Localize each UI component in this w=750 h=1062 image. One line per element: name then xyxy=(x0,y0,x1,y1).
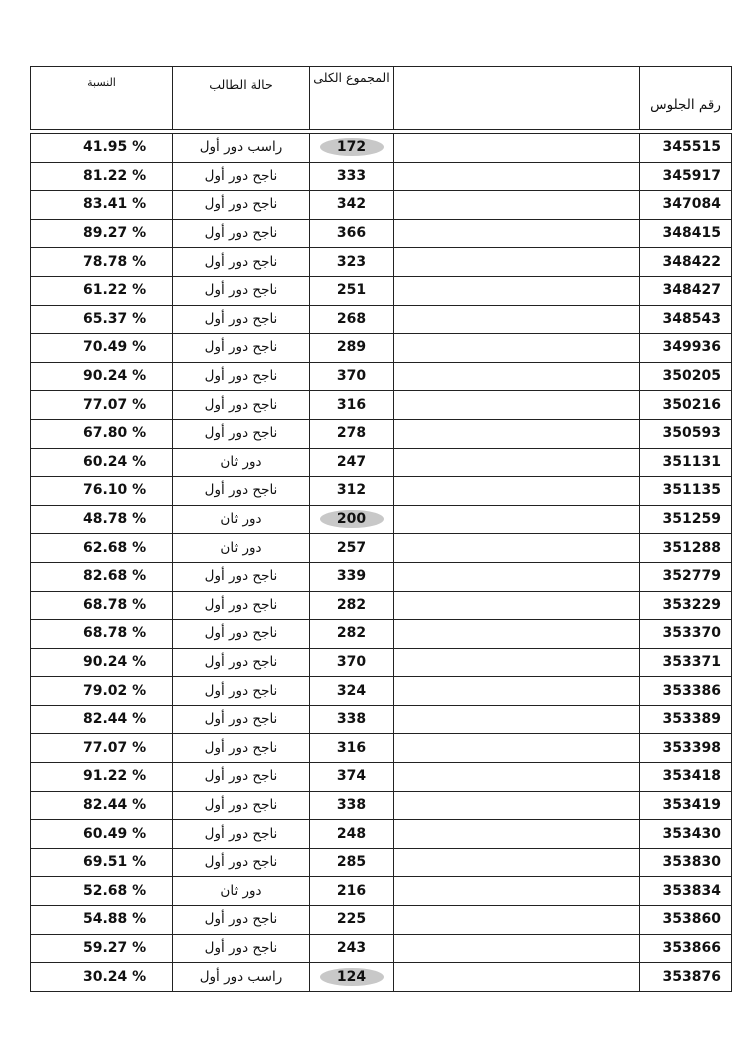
status-cell: راسب دور أول xyxy=(173,963,310,992)
blank-cell xyxy=(394,848,640,877)
total-cell xyxy=(310,391,394,420)
status-cell: ناجح دور أول xyxy=(173,677,310,706)
blank-cell xyxy=(394,591,640,620)
percentage-cell: 76.10 % xyxy=(31,477,173,506)
percentage-cell: 77.07 % xyxy=(31,391,173,420)
table-header-row xyxy=(31,67,732,130)
total-cell xyxy=(310,791,394,820)
status-cell: ناجح دور أول xyxy=(173,820,310,849)
total-value: 289 xyxy=(336,339,367,356)
status-cell: ناجح دور أول xyxy=(173,620,310,649)
blank-cell xyxy=(394,534,640,563)
total-value: 324 xyxy=(336,682,367,699)
status-cell: دور ثان xyxy=(173,534,310,563)
blank-cell xyxy=(394,620,640,649)
total-value: 225 xyxy=(336,911,367,928)
status-cell: ناجح دور أول xyxy=(173,477,310,506)
percentage-cell: 62.68 % xyxy=(31,534,173,563)
table-row xyxy=(31,534,732,563)
table-row xyxy=(31,191,732,220)
total-cell xyxy=(310,248,394,277)
percentage-cell: 90.24 % xyxy=(31,362,173,391)
total-cell xyxy=(310,848,394,877)
percentage-cell: 81.22 % xyxy=(31,162,173,191)
seat-number-cell: 353834 xyxy=(640,877,732,906)
status-cell: ناجح دور أول xyxy=(173,934,310,963)
total-cell xyxy=(310,477,394,506)
seat-number-cell: 353876 xyxy=(640,963,732,992)
seat-number-cell: 353389 xyxy=(640,705,732,734)
table-row xyxy=(31,705,732,734)
status-cell: ناجح دور أول xyxy=(173,763,310,792)
percentage-cell: 69.51 % xyxy=(31,848,173,877)
total-value: 339 xyxy=(336,568,367,585)
seat-number-cell: 349936 xyxy=(640,334,732,363)
status-cell: ناجح دور أول xyxy=(173,734,310,763)
percentage-cell: 82.44 % xyxy=(31,705,173,734)
total-value: 282 xyxy=(336,625,367,642)
total-value: 323 xyxy=(336,253,367,270)
blank-cell xyxy=(394,877,640,906)
blank-cell xyxy=(394,963,640,992)
total-cell xyxy=(310,419,394,448)
seat-number-cell: 352779 xyxy=(640,562,732,591)
total-cell xyxy=(310,276,394,305)
table-row xyxy=(31,877,732,906)
table-row xyxy=(31,276,732,305)
percentage-cell: 83.41 % xyxy=(31,191,173,220)
table-row xyxy=(31,134,732,163)
header-seat-number: رقم الجلوس xyxy=(640,67,732,130)
percentage-cell: 68.78 % xyxy=(31,591,173,620)
percentage-cell: 54.88 % xyxy=(31,906,173,935)
status-cell: ناجح دور أول xyxy=(173,191,310,220)
seat-number-cell: 345515 xyxy=(640,134,732,163)
total-cell xyxy=(310,162,394,191)
table-row xyxy=(31,963,732,992)
seat-number-cell: 351259 xyxy=(640,505,732,534)
status-cell: ناجح دور أول xyxy=(173,648,310,677)
total-cell xyxy=(310,562,394,591)
header-total: المجموع الكلى xyxy=(310,67,394,130)
total-cell xyxy=(310,448,394,477)
percentage-cell: 61.22 % xyxy=(31,276,173,305)
seat-number-cell: 353371 xyxy=(640,648,732,677)
table-row xyxy=(31,763,732,792)
total-value-highlighted: 124 xyxy=(320,968,384,986)
percentage-cell: 78.78 % xyxy=(31,248,173,277)
status-cell: دور ثان xyxy=(173,505,310,534)
seat-number-cell: 353866 xyxy=(640,934,732,963)
table-row xyxy=(31,448,732,477)
blank-cell xyxy=(394,334,640,363)
seat-number-cell: 345917 xyxy=(640,162,732,191)
table-row xyxy=(31,505,732,534)
seat-number-cell: 353398 xyxy=(640,734,732,763)
total-value: 370 xyxy=(336,653,367,670)
seat-number-cell: 351135 xyxy=(640,477,732,506)
blank-cell xyxy=(394,677,640,706)
table-row xyxy=(31,820,732,849)
status-cell: ناجح دور أول xyxy=(173,362,310,391)
total-cell xyxy=(310,620,394,649)
seat-number-cell: 348543 xyxy=(640,305,732,334)
table-row xyxy=(31,934,732,963)
blank-cell xyxy=(394,934,640,963)
blank-cell xyxy=(394,734,640,763)
seat-number-cell: 353830 xyxy=(640,848,732,877)
total-cell xyxy=(310,219,394,248)
seat-number-cell: 348427 xyxy=(640,276,732,305)
seat-number-cell: 353419 xyxy=(640,791,732,820)
total-cell xyxy=(310,191,394,220)
table-row xyxy=(31,848,732,877)
blank-cell xyxy=(394,419,640,448)
table-row xyxy=(31,477,732,506)
table-row xyxy=(31,734,732,763)
total-value: 251 xyxy=(336,282,367,299)
blank-cell xyxy=(394,562,640,591)
table-row xyxy=(31,562,732,591)
total-value: 338 xyxy=(336,711,367,728)
blank-cell xyxy=(394,648,640,677)
blank-cell xyxy=(394,191,640,220)
status-cell: ناجح دور أول xyxy=(173,334,310,363)
table-row xyxy=(31,391,732,420)
table-row xyxy=(31,305,732,334)
blank-cell xyxy=(394,791,640,820)
seat-number-cell: 350216 xyxy=(640,391,732,420)
blank-cell xyxy=(394,305,640,334)
status-cell: ناجح دور أول xyxy=(173,305,310,334)
total-value: 285 xyxy=(336,854,367,871)
status-cell: دور ثان xyxy=(173,877,310,906)
total-value-highlighted: 172 xyxy=(320,138,384,156)
total-value: 268 xyxy=(336,310,367,327)
table-row xyxy=(31,906,732,935)
total-value: 333 xyxy=(336,167,367,184)
table-row xyxy=(31,362,732,391)
blank-cell xyxy=(394,477,640,506)
total-value: 216 xyxy=(336,882,367,899)
status-cell: ناجح دور أول xyxy=(173,705,310,734)
total-value: 243 xyxy=(336,939,367,956)
percentage-cell: 68.78 % xyxy=(31,620,173,649)
table-row xyxy=(31,791,732,820)
total-cell xyxy=(310,705,394,734)
blank-cell xyxy=(394,906,640,935)
status-cell: ناجح دور أول xyxy=(173,906,310,935)
status-cell: ناجح دور أول xyxy=(173,419,310,448)
total-value: 338 xyxy=(336,796,367,813)
table-row xyxy=(31,620,732,649)
total-value: 370 xyxy=(336,368,367,385)
total-cell xyxy=(310,505,394,534)
table-row xyxy=(31,419,732,448)
percentage-cell: 60.24 % xyxy=(31,448,173,477)
status-cell: ناجح دور أول xyxy=(173,591,310,620)
blank-cell xyxy=(394,505,640,534)
percentage-cell: 48.78 % xyxy=(31,505,173,534)
status-cell: ناجح دور أول xyxy=(173,391,310,420)
seat-number-cell: 350205 xyxy=(640,362,732,391)
total-cell xyxy=(310,534,394,563)
table-row xyxy=(31,677,732,706)
seat-number-cell: 353229 xyxy=(640,591,732,620)
total-cell xyxy=(310,763,394,792)
table-row xyxy=(31,219,732,248)
blank-cell xyxy=(394,705,640,734)
blank-cell xyxy=(394,391,640,420)
total-cell xyxy=(310,648,394,677)
status-cell: ناجح دور أول xyxy=(173,276,310,305)
table-body xyxy=(31,134,732,992)
status-cell: ناجح دور أول xyxy=(173,562,310,591)
percentage-cell: 60.49 % xyxy=(31,820,173,849)
percentage-cell: 79.02 % xyxy=(31,677,173,706)
percentage-cell: 30.24 % xyxy=(31,963,173,992)
seat-number-cell: 351131 xyxy=(640,448,732,477)
status-cell: دور ثان xyxy=(173,448,310,477)
total-value-highlighted: 200 xyxy=(320,510,384,528)
header-blank xyxy=(394,67,640,130)
total-cell xyxy=(310,963,394,992)
blank-cell xyxy=(394,362,640,391)
total-cell xyxy=(310,877,394,906)
total-value: 342 xyxy=(336,196,367,213)
percentage-cell: 90.24 % xyxy=(31,648,173,677)
table-row xyxy=(31,334,732,363)
header-status: حالة الطالب xyxy=(173,67,310,130)
table-row xyxy=(31,648,732,677)
percentage-cell: 67.80 % xyxy=(31,419,173,448)
total-cell xyxy=(310,677,394,706)
blank-cell xyxy=(394,219,640,248)
total-cell xyxy=(310,906,394,935)
percentage-cell: 82.68 % xyxy=(31,562,173,591)
table-row xyxy=(31,591,732,620)
total-cell xyxy=(310,734,394,763)
total-cell xyxy=(310,305,394,334)
total-cell xyxy=(310,134,394,163)
percentage-cell: 52.68 % xyxy=(31,877,173,906)
seat-number-cell: 353860 xyxy=(640,906,732,935)
percentage-cell: 91.22 % xyxy=(31,763,173,792)
total-value: 316 xyxy=(336,396,367,413)
percentage-cell: 41.95 % xyxy=(31,134,173,163)
status-cell: ناجح دور أول xyxy=(173,219,310,248)
blank-cell xyxy=(394,134,640,163)
percentage-cell: 59.27 % xyxy=(31,934,173,963)
blank-cell xyxy=(394,820,640,849)
status-cell: ناجح دور أول xyxy=(173,162,310,191)
blank-cell xyxy=(394,276,640,305)
total-value: 316 xyxy=(336,739,367,756)
blank-cell xyxy=(394,248,640,277)
total-cell xyxy=(310,820,394,849)
percentage-cell: 82.44 % xyxy=(31,791,173,820)
header-percentage: النسبة xyxy=(31,67,173,130)
seat-number-cell: 351288 xyxy=(640,534,732,563)
percentage-cell: 89.27 % xyxy=(31,219,173,248)
seat-number-cell: 347084 xyxy=(640,191,732,220)
total-cell xyxy=(310,362,394,391)
percentage-cell: 77.07 % xyxy=(31,734,173,763)
seat-number-cell: 348415 xyxy=(640,219,732,248)
total-value: 374 xyxy=(336,768,367,785)
seat-number-cell: 353418 xyxy=(640,763,732,792)
total-cell xyxy=(310,334,394,363)
total-value: 366 xyxy=(336,225,367,242)
seat-number-cell: 353430 xyxy=(640,820,732,849)
seat-number-cell: 353386 xyxy=(640,677,732,706)
table-row xyxy=(31,162,732,191)
status-cell: راسب دور أول xyxy=(173,134,310,163)
total-value: 257 xyxy=(336,539,367,556)
total-value: 282 xyxy=(336,596,367,613)
total-value: 248 xyxy=(336,825,367,842)
total-value: 312 xyxy=(336,482,367,499)
total-cell xyxy=(310,934,394,963)
blank-cell xyxy=(394,448,640,477)
seat-number-cell: 348422 xyxy=(640,248,732,277)
results-table xyxy=(30,66,732,992)
percentage-cell: 70.49 % xyxy=(31,334,173,363)
total-cell xyxy=(310,591,394,620)
status-cell: ناجح دور أول xyxy=(173,848,310,877)
total-value: 278 xyxy=(336,425,367,442)
table-row xyxy=(31,248,732,277)
total-value: 247 xyxy=(336,453,367,470)
blank-cell xyxy=(394,763,640,792)
status-cell: ناجح دور أول xyxy=(173,248,310,277)
results-sheet xyxy=(30,66,728,992)
blank-cell xyxy=(394,162,640,191)
seat-number-cell: 350593 xyxy=(640,419,732,448)
status-cell: ناجح دور أول xyxy=(173,791,310,820)
percentage-cell: 65.37 % xyxy=(31,305,173,334)
seat-number-cell: 353370 xyxy=(640,620,732,649)
